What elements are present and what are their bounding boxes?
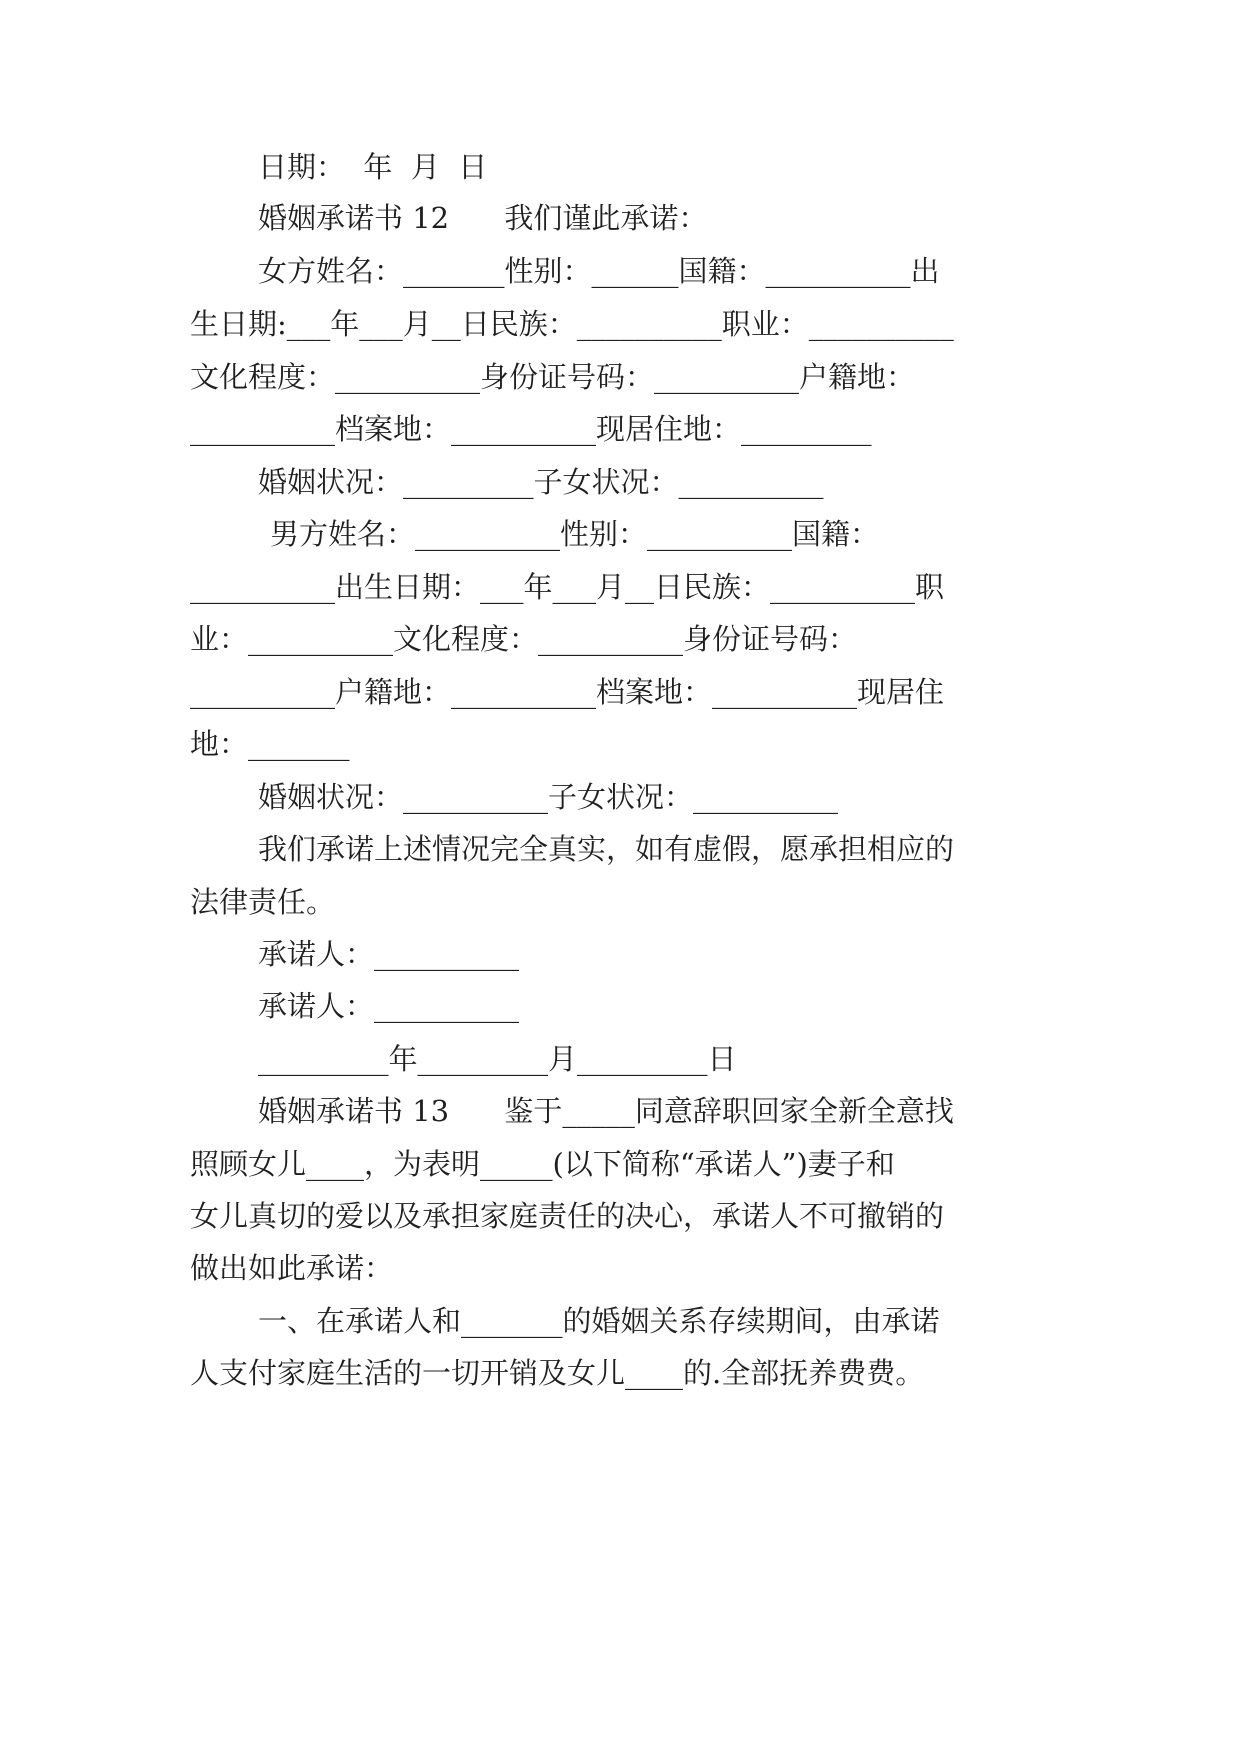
female-marital-status-line: 婚姻状况：_________子女状况：__________ xyxy=(258,465,824,499)
male-info-line-2: __________出生日期：___年___月__日民族：__________职 xyxy=(190,570,945,604)
promisor-line-2: 承诺人：__________ xyxy=(258,989,520,1023)
female-info-line-2: 生日期:___年___月__日民族：__________职业：__________ xyxy=(190,307,954,341)
truth-statement-line-1: 我们承诺上述情况完全真实，如有虚假，愿承担相应的 xyxy=(258,832,955,866)
male-info-line-3: 业：__________文化程度：__________身份证号码： xyxy=(190,622,858,656)
female-info-line-1: 女方姓名：_______性别：______国籍：__________出 xyxy=(258,254,940,288)
heading-commitment-13: 婚姻承诺书 13 鉴于_____同意辞职回家全新全意找 xyxy=(258,1094,954,1128)
male-info-line-1: 男方姓名：__________性别：__________国籍： xyxy=(270,517,880,551)
truth-statement-line-2: 法律责任。 xyxy=(190,885,336,919)
date-line: 日期： 年 月 日 xyxy=(258,150,488,184)
male-info-line-4: __________户籍地：__________档案地：__________现居住 xyxy=(190,675,945,709)
clause-one-line-1: 一、在承诺人和_______的婚姻关系存续期间，由承诺 xyxy=(258,1304,940,1338)
female-info-line-4: __________档案地：__________现居住地：_________ xyxy=(190,412,872,446)
promisor-line-1: 承诺人：__________ xyxy=(258,937,520,971)
commitment-13-line-4: 做出如此承诺： xyxy=(190,1251,394,1285)
female-info-line-3: 文化程度：__________身份证号码：__________户籍地： xyxy=(190,360,916,394)
male-marital-status-line: 婚姻状况：__________子女状况：__________ xyxy=(258,780,839,814)
commitment-13-line-2: 照顾女儿____，为表明_____(以下简称“承诺人”)妻子和 xyxy=(190,1147,895,1181)
heading-commitment-12: 婚姻承诺书 12 我们谨此承诺： xyxy=(258,201,708,235)
signing-date-line: _________年_________月_________日 xyxy=(258,1042,737,1076)
male-info-line-5: 地：_______ xyxy=(190,727,350,761)
commitment-13-line-3: 女儿真切的爱以及承担家庭责任的决心，承诺人不可撤销的 xyxy=(190,1199,945,1233)
clause-one-line-2: 人支付家庭生活的一切开销及女儿____的.全部抚养费费。 xyxy=(190,1356,925,1390)
